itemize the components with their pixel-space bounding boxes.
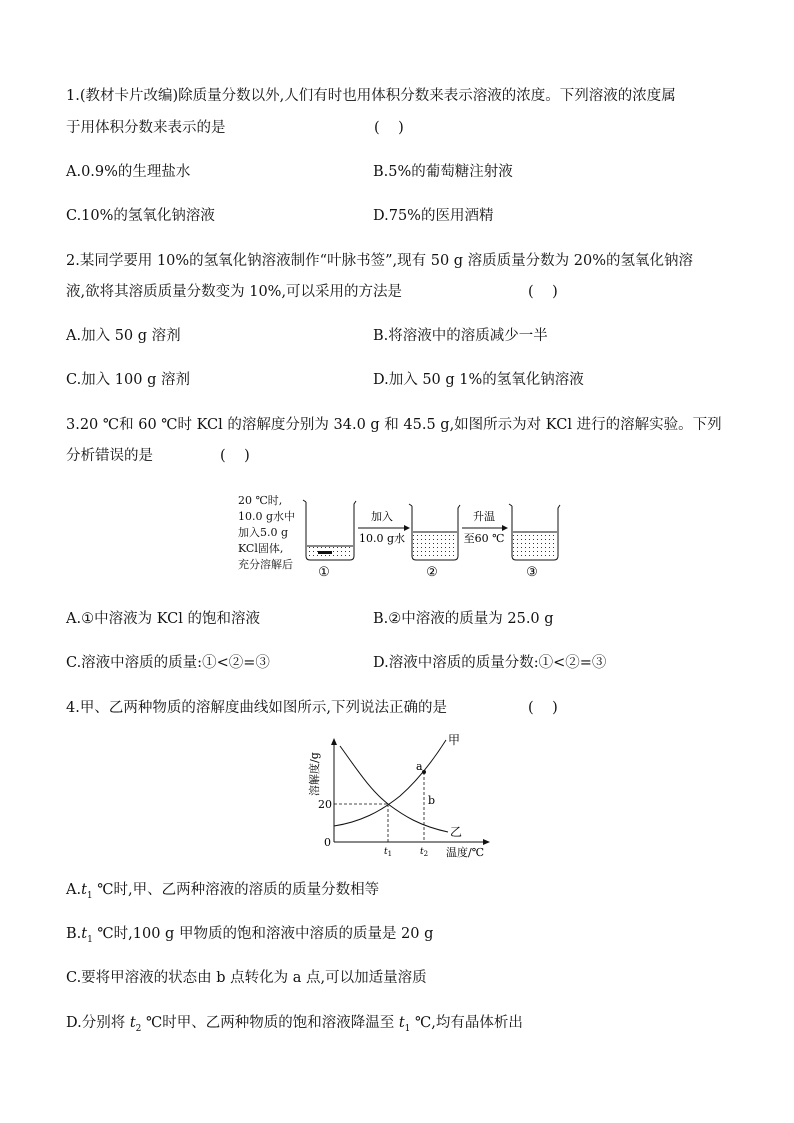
q4-answer-blank: ( ) — [528, 700, 558, 716]
series-jia-curve — [334, 740, 446, 826]
q3-option-b: B.②中溶液的质量为 25.0 g — [373, 611, 554, 627]
q2-stem-line2: 液,欲将其溶质质量分数变为 10%,可以采用的方法是 — [66, 284, 403, 300]
q4-option-a: $A.t_1$ ℃时,甲、乙两种溶液的溶质的质量分数相等 — [66, 882, 380, 901]
beaker-2 — [409, 504, 460, 560]
point-a — [422, 770, 426, 774]
kcl-solid — [318, 551, 332, 554]
q3-experiment-figure — [232, 490, 572, 582]
q1-stem-line1: 1.(教材卡片改编)除质量分数以外,人们有时也用体积分数来表示溶液的浓度。下列溶液的浓度属 — [66, 88, 676, 104]
q3-option-d: D.溶液中溶质的质量分数:①<②=③ — [373, 655, 607, 671]
q2-option-d: D.加入 50 g 1%的氢氧化钠溶液 — [373, 372, 584, 388]
q1-answer-blank: ( ) — [374, 120, 404, 136]
series-yi-curve — [340, 746, 448, 832]
q3-stem-line2: 分析错误的是 — [66, 448, 153, 464]
x-tick-t2: $t_2$ — [420, 847, 429, 858]
beaker-3 — [509, 504, 560, 560]
q1-option-b: B.5%的葡萄糖注射液 — [373, 164, 513, 180]
label-a: a — [416, 760, 423, 773]
x-axis-arrow-icon — [483, 839, 490, 845]
q4-solubility-chart — [300, 734, 500, 862]
arrow-2-top: 升温 — [473, 510, 495, 523]
x-tick-t1: $t_1$ — [384, 847, 393, 858]
q1-option-a: A.0.9%的生理盐水 — [66, 164, 191, 180]
beaker-3-label: ③ — [526, 565, 538, 580]
x-axis-label: 温度/℃ — [446, 846, 485, 859]
q2-option-c: C.加入 100 g 溶剂 — [66, 372, 190, 388]
arrow-1-icon — [404, 525, 410, 531]
y-tick-0: 0 — [324, 836, 331, 849]
beaker-1-label: ① — [318, 565, 330, 580]
q1-option-d: D.75%的医用酒精 — [373, 208, 494, 224]
q1-stem-line2: 于用体积分数来表示的是 — [66, 120, 226, 136]
y-axis-arrow-icon — [331, 738, 337, 745]
label-yi: 乙 — [450, 825, 463, 839]
fig-note-3: 加入5.0 g — [238, 526, 289, 539]
arrow-1-bottom: 10.0 g水 — [358, 532, 406, 545]
q3-answer-blank: ( ) — [220, 448, 250, 464]
label-jia: 甲 — [448, 734, 461, 747]
arrow-1-top: 加入 — [371, 510, 393, 523]
beaker-1 — [303, 500, 356, 560]
q2-option-a: A.加入 50 g 溶剂 — [66, 328, 181, 344]
fig-note-4: KCl固体, — [238, 542, 284, 555]
q4-option-c: C.要将甲溶液的状态由 b 点转化为 a 点,可以加适量溶质 — [66, 970, 427, 986]
q3-option-a: A.①中溶液为 KCl 的饱和溶液 — [66, 611, 260, 627]
fig-note-1: 20 ℃时, — [238, 494, 283, 507]
fig-note-5: 充分溶解后 — [238, 558, 293, 571]
arrow-2-bottom: 至60 ℃ — [463, 532, 505, 545]
q3-stem-line1: 3.20 ℃和 60 ℃时 KCl 的溶解度分别为 34.0 g 和 45.5 g,如图所示为对 KCl 进行的溶解实验。下列 — [66, 417, 722, 433]
q4-option-d: D.分别将 $t_2$ ℃时甲、乙两种物质的饱和溶液降温至 $t_1$ ℃,均有晶体析出 — [66, 1015, 523, 1034]
beaker-2-label: ② — [426, 565, 438, 580]
q1-option-c: C.10%的氢氧化钠溶液 — [66, 208, 215, 224]
q2-option-b: B.将溶液中的溶质减少一半 — [373, 328, 548, 344]
label-b: b — [428, 794, 436, 807]
y-axis-label: 溶解度/g — [308, 752, 321, 796]
y-tick-20: 20 — [318, 798, 332, 811]
q2-stem-line1: 2.某同学要用 10%的氢氧化钠溶液制作“叶脉书签”,现有 50 g 溶质质量分数为 20%的氢氧化钠溶 — [66, 253, 694, 269]
q4-stem: 4.甲、乙两种物质的溶解度曲线如图所示,下列说法正确的是 — [66, 700, 447, 716]
fig-note-2: 10.0 g水中 — [238, 510, 296, 523]
q3-option-c: C.溶液中溶质的质量:①<②=③ — [66, 655, 270, 671]
q2-answer-blank: ( ) — [528, 284, 558, 300]
q4-option-b: $B.t_1$ ℃时,100 g 甲物质的饱和溶液中溶质的质量是 20 g — [66, 926, 434, 945]
arrow-2-icon — [502, 525, 508, 531]
